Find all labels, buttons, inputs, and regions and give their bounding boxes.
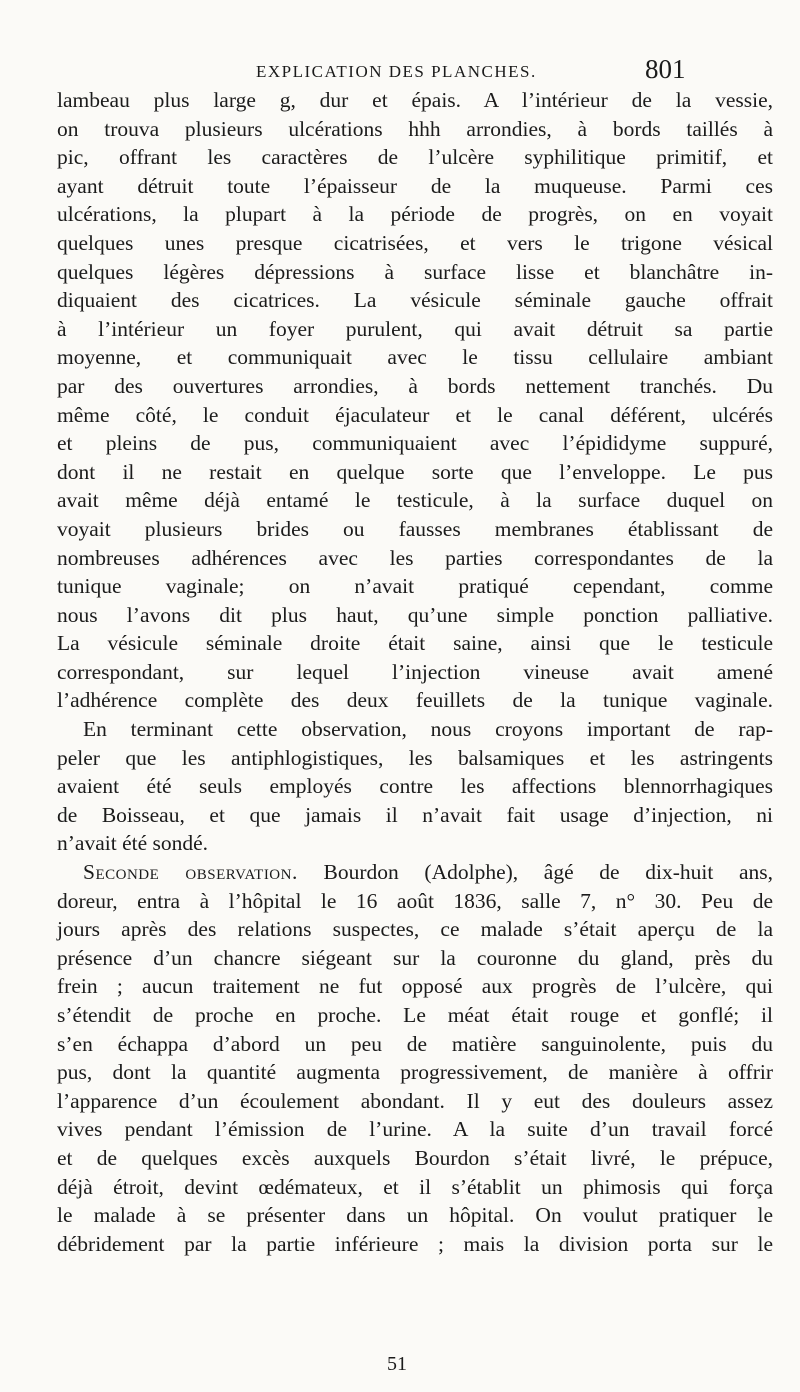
text-line: frein ; aucun traitement ne fut opposé aux progrès de l’ulcère, qui <box>57 974 773 999</box>
text-line: de Boisseau, et que jamais il n’avait fait usage d’injection, ni <box>57 802 773 827</box>
text-line: doreur, entra à l’hôpital le 16 août 1836, salle 7, n° 30. Peu de <box>57 888 773 913</box>
text-line: pic, offrant les caractères de l’ulcère syphilitique primitif, et <box>57 145 773 170</box>
text-line: nombreuses adhérences avec les parties correspondantes de la <box>57 545 773 570</box>
text-line: et pleins de pus, communiquaient avec l’épididyme suppuré, <box>57 431 773 456</box>
page-number: 801 <box>645 54 686 84</box>
text-line: l’apparence d’un écoulement abondant. Il y eut des douleurs assez <box>57 1088 773 1113</box>
text-line: nous l’avons dit plus haut, qu’une simple ponction palliative. <box>57 602 773 627</box>
text-line: l’adhérence complète des deux feuillets de la tunique vaginale. <box>57 688 773 713</box>
paragraph-start-line: En terminant cette observation, nous croyons important de rap- <box>83 717 773 742</box>
text-line: ulcérations, la plupart à la période de progrès, on en voyait <box>57 202 773 227</box>
text-line: voyait plusieurs brides ou fausses membranes établissant de <box>57 516 773 541</box>
text-line: s’étendit de proche en proche. Le méat était rouge et gonflé; il <box>57 1003 773 1027</box>
observation-heading: Seconde observation. <box>83 860 298 885</box>
text-line: vives pendant l’émission de l’urine. A la suite d’un travail forcé <box>57 1117 773 1142</box>
text-line: diquaient des cicatrices. La vésicule séminale gauche offrait <box>57 288 773 313</box>
text-line: tunique vaginale; on n’avait pratiqué cependant, comme <box>57 574 773 599</box>
text-line: dont il ne restait en quelque sorte que l’enveloppe. Le pus <box>57 459 773 484</box>
text-line: à l’intérieur un foyer purulent, qui avait détruit sa partie <box>57 316 773 341</box>
text-line: s’en échappa d’abord un peu de matière sanguinolente, puis du <box>57 1031 773 1056</box>
text-line: lambeau plus large g, dur et épais. A l’intérieur de la vessie, <box>57 88 773 112</box>
text-line-rest: Bourdon (Adolphe), âgé de dix-huit ans, <box>323 860 774 885</box>
text-line: avait même déjà entamé le testicule, à la surface duquel on <box>57 488 773 513</box>
text-line: pus, dont la quantité augmenta progressivement, de manière à offrir <box>57 1060 773 1085</box>
text-line: jours après des relations suspectes, ce malade s’était aperçu de la <box>57 917 773 942</box>
text-line: même côté, le conduit éjaculateur et le canal déférent, ulcérés <box>57 402 773 427</box>
body-text <box>57 86 773 1258</box>
text-line: avaient été seuls employés contre les affections blennorrhagiques <box>57 774 773 799</box>
text-line: n’avait été sondé. <box>57 831 209 856</box>
text-line: ayant détruit toute l’épaisseur de la muqueuse. Parmi ces <box>57 173 773 198</box>
signature-mark: 51 <box>387 1353 407 1375</box>
text-line: le malade à se présenter dans un hôpital. On voulut pratiquer le <box>57 1203 773 1228</box>
text-line: peler que les antiphlogistiques, les balsamiques et les astringents <box>57 745 773 770</box>
text-line: La vésicule séminale droite était saine, ainsi que le testicule <box>57 631 773 656</box>
text-line: débridement par la partie inférieure ; mais la division porta sur le <box>57 1231 773 1256</box>
observation-heading-line <box>57 858 773 887</box>
text-line: présence d’un chancre siégeant sur la couronne du gland, près du <box>57 945 773 970</box>
text-line: quelques unes presque cicatrisées, et vers le trigone vésical <box>57 230 773 255</box>
text-line: par des ouvertures arrondies, à bords nettement tranchés. Du <box>57 373 773 398</box>
text-line: moyenne, et communiquait avec le tissu cellulaire ambiant <box>57 345 773 370</box>
text-line: quelques légères dépressions à surface lisse et blanchâtre in- <box>57 259 773 284</box>
text-line: et de quelques excès auxquels Bourdon s’était livré, le prépuce, <box>57 1145 773 1170</box>
text-line: déjà étroit, devint œdémateux, et il s’établit un phimosis qui força <box>57 1174 773 1199</box>
text-line: on trouva plusieurs ulcérations hhh arrondies, à bords taillés à <box>57 116 773 141</box>
running-header: EXPLICATION DES PLANCHES. <box>256 62 537 81</box>
text-line: correspondant, sur lequel l’injection vineuse avait amené <box>57 659 773 684</box>
